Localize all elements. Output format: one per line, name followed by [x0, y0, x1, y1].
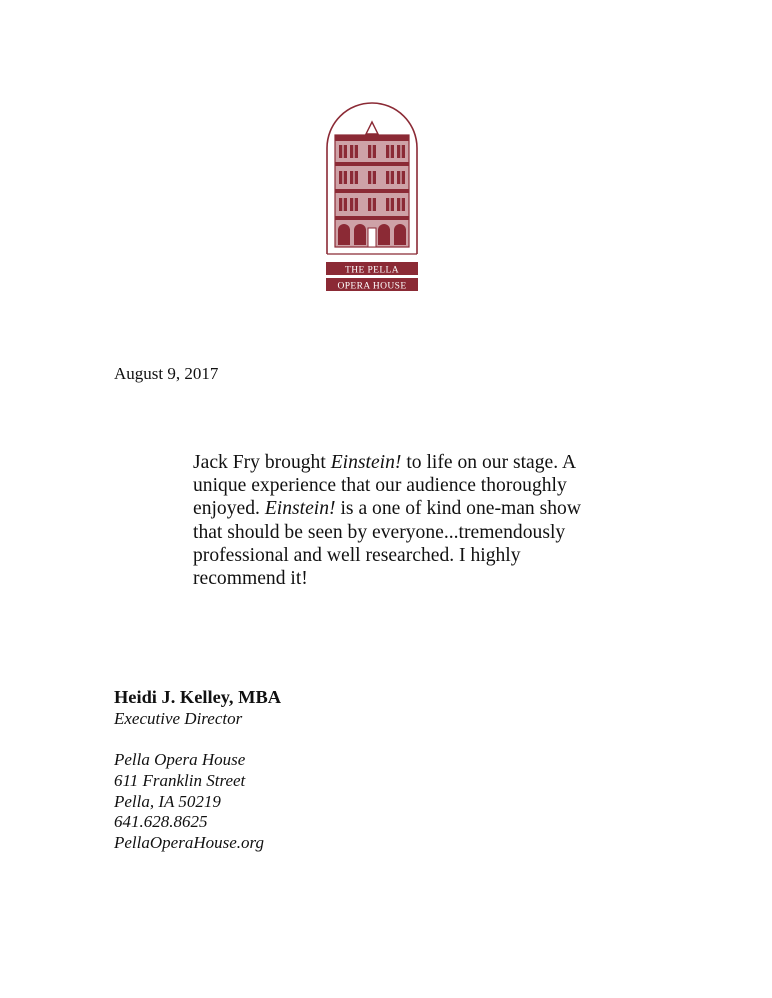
testimonial-line: that should be seen by everyone...tremendously: [193, 521, 566, 543]
address-street: 611 Franklin Street: [114, 770, 246, 790]
address-city: Pella, IA 50219: [114, 791, 221, 811]
signature-block: [114, 687, 281, 729]
address-website: PellaOperaHouse.org: [114, 833, 264, 853]
testimonial-text: [193, 451, 633, 590]
logo-text-line2: OPERA HOUSE: [337, 281, 407, 292]
testimonial-line: enjoyed. Einstein! is a one of kind one-man show: [193, 498, 581, 520]
logo-text-line1: THE PELLA: [345, 265, 399, 276]
show-title: Einstein!: [330, 452, 402, 473]
testimonial-line: unique experience that our audience thoroughly: [193, 475, 567, 497]
signatory-title: Executive Director: [114, 709, 243, 728]
address-block: [114, 750, 264, 854]
signatory-name: Heidi J. Kelley, MBA: [114, 687, 282, 707]
address-organization: Pella Opera House: [114, 750, 246, 769]
show-title: Einstein!: [264, 498, 336, 520]
opera-house-building-icon: [326, 102, 418, 292]
testimonial-line: recommend it!: [193, 568, 308, 590]
testimonial-line: Jack Fry brought Einstein! to life on our stage. A: [193, 452, 577, 473]
address-phone: 641.628.8625: [114, 812, 208, 832]
opera-house-logo: [326, 102, 418, 292]
letter-date: August 9, 2017: [114, 364, 219, 383]
testimonial-line: professional and well researched. I highly: [193, 544, 521, 566]
